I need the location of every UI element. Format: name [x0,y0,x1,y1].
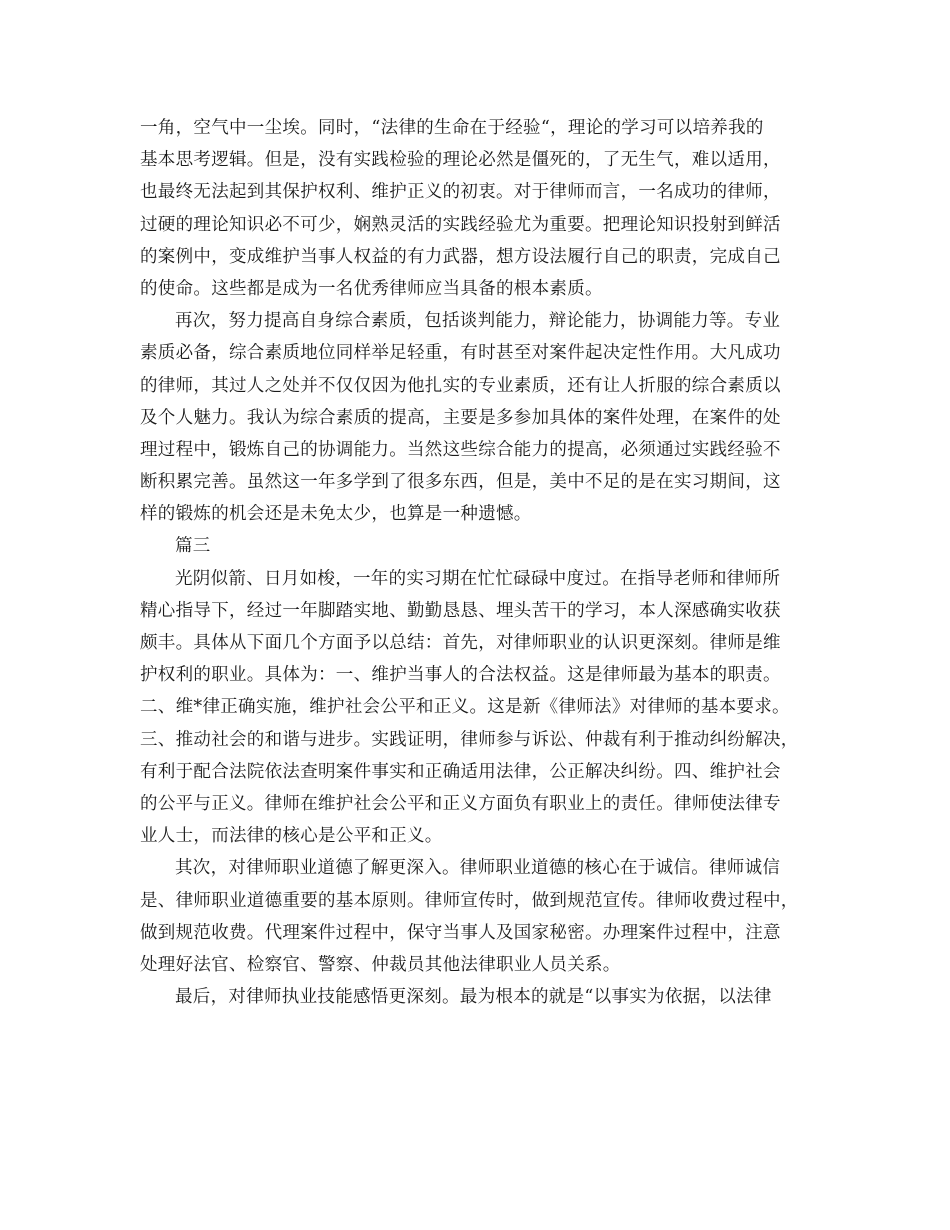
text-line: 过硬的理论知识必不可少，娴熟灵活的实践经验尤为重要。把理论知识投射到鲜活 [140,214,781,235]
paragraph-start-line: 再次，努力提高自身综合素质，包括谈判能力，辩论能力，协调能力等。专业 [175,311,781,332]
text-line: 断积累完善。虽然这一年多学到了很多东西，但是，美中不足的是在实习期间，这 [140,472,781,493]
text-line: 做到规范收费。代理案件过程中，保守当事人及国家秘密。办理案件过程中，注意 [140,922,781,943]
text-line: 素质必备，综合素质地位同样举足轻重，有时甚至对案件起决定性作用。大凡成功 [140,343,781,364]
text-line: 处理好法官、检察官、警察、仲裁员其他法律职业人员关系。 [140,954,621,975]
text-line: 颇丰。具体从下面几个方面予以总结：首先，对律师职业的认识更深刻。律师是维 [140,633,781,653]
text-line: 一角，空气中一尘埃。同时，“法律的生命在于经验“，理论的学习可以培养我的 [140,118,764,138]
text-line: 业人士，而法律的核心是公平和正义。 [140,826,443,847]
text-line: 是、律师职业道德重要的基本原则。律师宣传时，做到规范宣传。律师收费过程中， [140,890,799,911]
text-line: 的使命。这些都是成为一名优秀律师应当具备的根本素质。 [140,278,603,299]
text-line: 及个人魅力。我认为综合素质的提高，主要是多参加具体的案件处理，在案件的处 [140,407,781,428]
paragraph-start-line: 光阴似箭、日月如梭，一年的实习期在忙忙碌碌中度过。在指导老师和律师所 [175,568,781,589]
text-line: 的律师，其过人之处并不仅仅因为他扎实的专业素质，还有让人折服的综合素质以 [140,375,781,396]
text-line: 精心指导下，经过一年脚踏实地、勤勤恳恳、埋头苦干的学习，本人深感确实收获 [140,600,781,621]
text-line: 的公平与正义。律师在维护社会公平和正义方面负有职业上的责任。律师使法律专 [140,793,781,814]
paragraph-start-line: 最后，对律师执业技能感悟更深刻。最为根本的就是“以事实为依据，以法律 [175,987,772,1008]
text-line: 有利于配合法院依法查明案件事实和正确适用法律，公正解决纠纷。四、维护社会 [140,761,781,782]
text-line: 三、推动社会的和谐与进步。实践证明，律师参与诉讼、仲裁有利于推动纠纷解决， [140,729,799,750]
paragraph-start-line: 其次，对律师职业道德了解更深入。律师职业道德的核心在于诚信。律师诚信 [175,858,781,879]
text-line: 二、维*律正确实施，维护社会公平和正义。这是新《律师法》对律师的基本要求。 [140,697,790,718]
text-line: 也最终无法起到其保护权利、维护正义的初衷。对于律师而言，一名成功的律师， [140,182,781,203]
text-line: 理过程中，锻炼自己的协调能力。当然这些综合能力的提高，必须通过实践经验不 [140,439,781,460]
section-heading: 篇三 [175,536,211,557]
text-line: 基本思考逻辑。但是，没有实践检验的理论必然是僵死的，了无生气，难以适用， [140,150,781,171]
text-line: 护权利的职业。具体为：一、维护当事人的合法权益。这是律师最为基本的职责。 [140,665,781,686]
text-line: 的案例中，变成维护当事人权益的有力武器，想方设法履行自己的职责，完成自己 [140,246,781,267]
document-body [140,112,830,1013]
text-line: 样的锻炼的机会还是未免太少，也算是一种遗憾。 [140,504,532,525]
